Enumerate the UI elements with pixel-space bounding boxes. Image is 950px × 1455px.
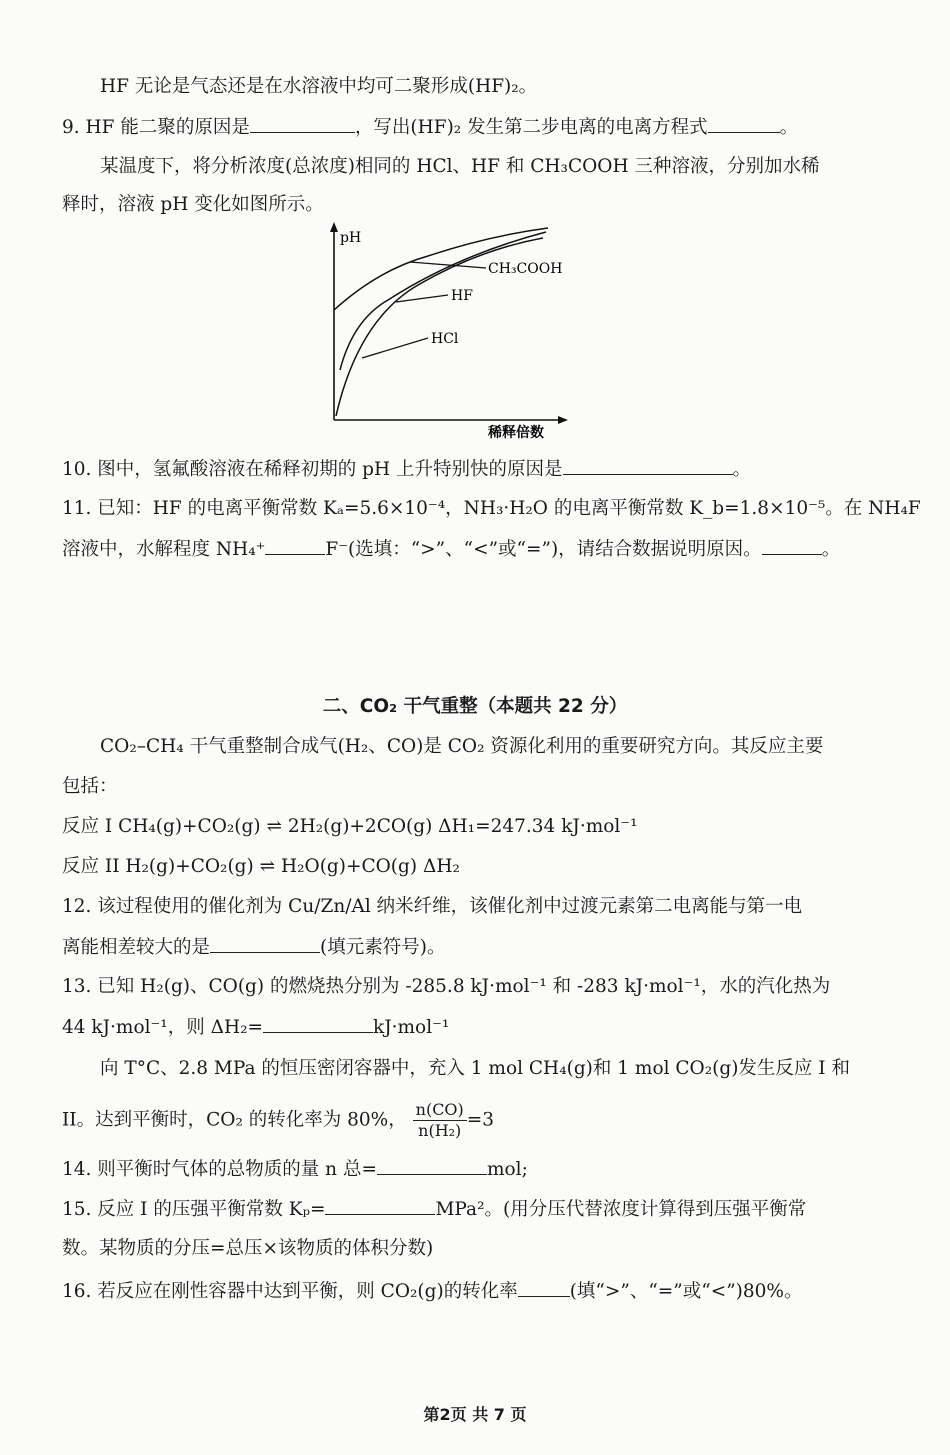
x-axis-arrow [558,416,568,424]
text-line: 某温度下，将分析浓度(总浓度)相同的 HCl、HF 和 CH₃COOH 三种溶液，分别加水稀 [100,156,820,177]
text-line: CO₂–CH₄ 干气重整制合成气(H₂、CO)是 CO₂ 资源化利用的重要研究方向。其反应主要 [100,736,824,757]
series-label-ch3cooh: CH₃COOH [488,261,563,277]
reaction-1: 反应 I CH₄(g)+CO₂(g) ⇌ 2H₂(g)+2CO(g) ΔH₁=247.34 kJ·mol⁻¹ [62,816,638,837]
y-axis-arrow [330,222,338,232]
question-15-line2: 数。某物质的分压=总压×该物质的体积分数) [62,1238,434,1259]
reaction-2: 反应 II H₂(g)+CO₂(g) ⇌ H₂O(g)+CO(g) ΔH₂ [62,856,460,877]
question-9: 9. HF 能二聚的原因是 ，写出(HF)₂ 发生第二步电离的电离方程式 。 [62,114,892,141]
y-axis-label: pH [340,230,362,246]
question-11-line2: 溶液中，水解程度 NH₄⁺ F⁻(选填：“>”、“<”或“=”)，请结合数据说明原因。 。 [62,536,892,563]
leader-hf [396,295,448,302]
text-line: 包括： [62,776,118,797]
answer-blank[interactable] [263,1014,373,1033]
question-15-line1: 15. 反应 I 的压强平衡常数 Kₚ= MPa²。(用分压代替浓度计算得到压强平衡常 [62,1196,892,1223]
page-footer: 第2页 共 7 页 [423,1405,527,1424]
text-line: 向 T°C、2.8 MPa 的恒压密闭容器中，充入 1 mol CH₄(g)和 1 mol CO₂(g)发生反应 I 和 [100,1058,850,1079]
answer-blank[interactable] [265,536,325,555]
question-12-line1: 12. 该过程使用的催化剂为 Cu/Zn/Al 纳米纤维，该催化剂中过渡元素第二电离能与第一电 [62,896,803,917]
series-label-hcl: HCl [431,331,459,347]
question-13-line2: 44 kJ·mol⁻¹，则 ΔH₂= kJ·mol⁻¹ [62,1014,892,1041]
text-line: HF 无论是气态还是在水溶液中均可二聚形成(HF)₂。 [100,76,538,97]
answer-blank[interactable] [377,1156,487,1175]
answer-blank[interactable] [518,1278,570,1297]
question-12-line2: 离能相差较大的是 (填元素符号)。 [62,934,892,961]
answer-blank[interactable] [708,114,780,133]
section-title: 二、CO₂ 干气重整（本题共 22 分） [322,696,628,717]
question-14: 14. 则平衡时气体的总物质的量 n 总= mol; [62,1156,892,1183]
leader-hcl [362,338,428,358]
text-line-fraction: II。达到平衡时，CO₂ 的转化率为 80%， $\frac{n(CO)}{\text{n(H₂)}}$ =3 [62,1100,495,1140]
answer-blank[interactable] [563,456,733,475]
answer-blank[interactable] [325,1196,435,1215]
answer-blank[interactable] [210,934,320,953]
series-line-hf [340,232,546,370]
series-label-hf: HF [451,288,473,304]
answer-blank[interactable] [250,114,355,133]
question-10: 10. 图中，氢氟酸溶液在稀释初期的 pH 上升特别快的原因是 。 [62,456,892,483]
question-16: 16. 若反应在刚性容器中达到平衡，则 CO₂(g)的转化率 (填“>”、“=”或“<”)80%。 [62,1278,892,1305]
question-13-line1: 13. 已知 H₂(g)、CO(g) 的燃烧热分别为 -285.8 kJ·mol⁻¹ 和 -283 kJ·mol⁻¹，水的汽化热为 [62,976,831,997]
ph-dilution-chart [318,220,598,445]
question-11-line1: 11. 已知：HF 的电离平衡常数 Kₐ=5.6×10⁻⁴，NH₃·H₂O 的电离平衡常数 K_b=1.8×10⁻⁵。在 NH₄F [62,498,921,519]
ratio-fraction: $\frac{n(CO)}{\text{n(H₂)}}$ [413,1100,467,1141]
x-axis-label: 稀释倍数 [488,425,544,441]
answer-blank[interactable] [762,536,822,555]
text-line: 释时，溶液 pH 变化如图所示。 [62,194,324,215]
